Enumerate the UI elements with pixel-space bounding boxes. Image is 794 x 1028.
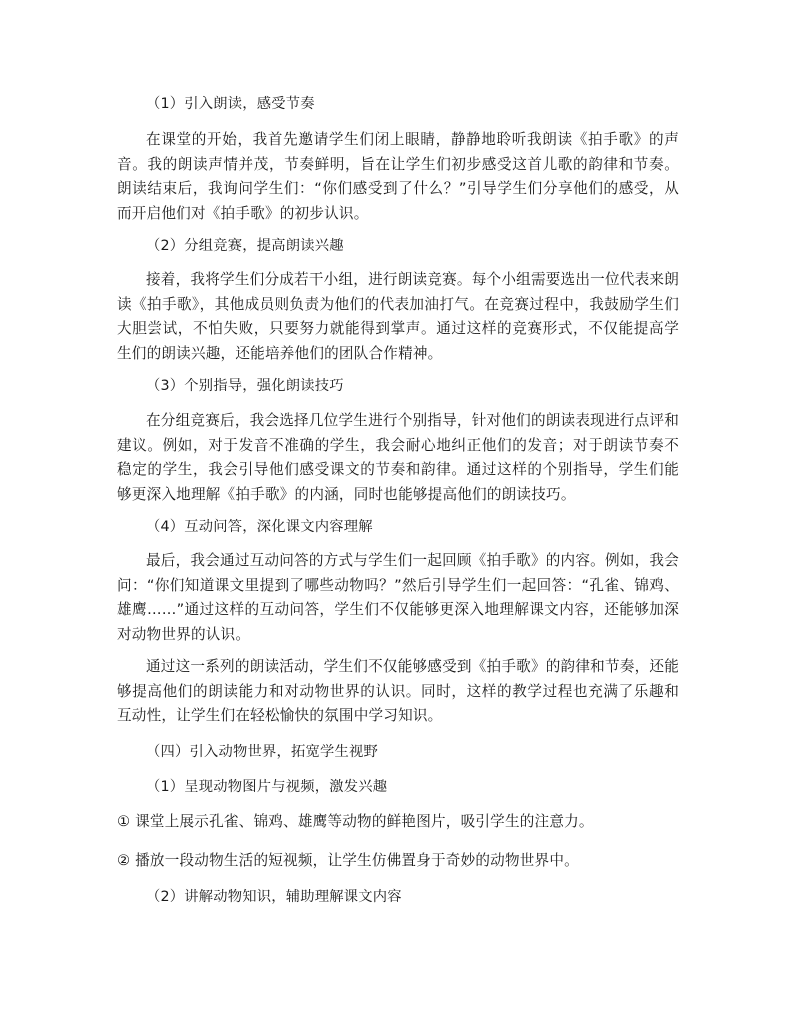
paragraph-4: 最后，我会通过互动问答的方式与学生们一起回顾《拍手歌》的内容。例如，我会问：“你们知道课文里提到了哪些动物吗？”然后引导学生们一起回答：“孔雀、锦鸡、雄鹰……”通过这样的互动问答，学生们不仅能够更深入地理解课文内容，还能够加深对动物世界的认识。 [117, 552, 679, 643]
section-heading-2: （2）分组竞赛，提高朗读兴趣 [146, 238, 344, 254]
paragraph-2: 接着，我将学生们分成若干小组，进行朗读竞赛。每个小组需要选出一位代表来朗读《拍手歌》，其他成员则负责为他们的代表加油打气。在竞赛过程中，我鼓励学生们大胆尝试，不怕失败，只要努力就能得到掌声。通过这样的竞赛形式，不仅能提高学生们的朗读兴趣，还能培养他们的团队合作精神。 [117, 271, 679, 362]
section-heading-7: （2）讲解动物知识，辅助理解课文内容 [146, 889, 402, 905]
paragraph-1: 在课堂的开始，我首先邀请学生们闭上眼睛，静静地聆听我朗读《拍手歌》的声音。我的朗读声情并茂，节奏鲜明，旨在让学生们初步感受这首儿歌的韵律和节奏。朗读结束后，我询问学生们：“你们感受到了什么？”引导学生们分享他们的感受，从而开启他们对《拍手歌》的初步认识。 [117, 131, 679, 222]
section-heading-5: （四）引入动物世界，拓宽学生视野 [146, 744, 378, 760]
list-item-2: ② 播放一段动物生活的短视频，让学生仿佛置身于奇妙的动物世界中。 [117, 852, 579, 869]
list-item-1: ① 课堂上展示孔雀、锦鸡、雄鹰等动物的鲜艳图片，吸引学生的注意力。 [117, 813, 594, 830]
paragraph-3: 在分组竞赛后，我会选择几位学生进行个别指导，针对他们的朗读表现进行点评和建议。例如，对于发音不准确的学生，我会耐心地纠正他们的发音；对于朗读节奏不稳定的学生，我会引导他们感受课文的节奏和韵律。通过这样的个别指导，学生们能够更深入地理解《拍手歌》的内涵，同时也能够提高他们的朗读技巧。 [117, 412, 679, 503]
section-heading-6: （1）呈现动物图片与视频，激发兴趣 [146, 779, 388, 795]
section-heading-4: （4）互动问答，深化课文内容理解 [146, 519, 373, 535]
paragraph-5: 通过这一系列的朗读活动，学生们不仅能够感受到《拍手歌》的韵律和节奏，还能够提高他们的朗读能力和对动物世界的认识。同时，这样的教学过程也充满了乐趣和互动性，让学生们在轻松愉快的氛围中学习知识。 [117, 658, 679, 724]
section-heading-3: （3）个别指导，强化朗读技巧 [146, 378, 344, 394]
section-heading-1: （1）引入朗读，感受节奏 [146, 96, 315, 112]
